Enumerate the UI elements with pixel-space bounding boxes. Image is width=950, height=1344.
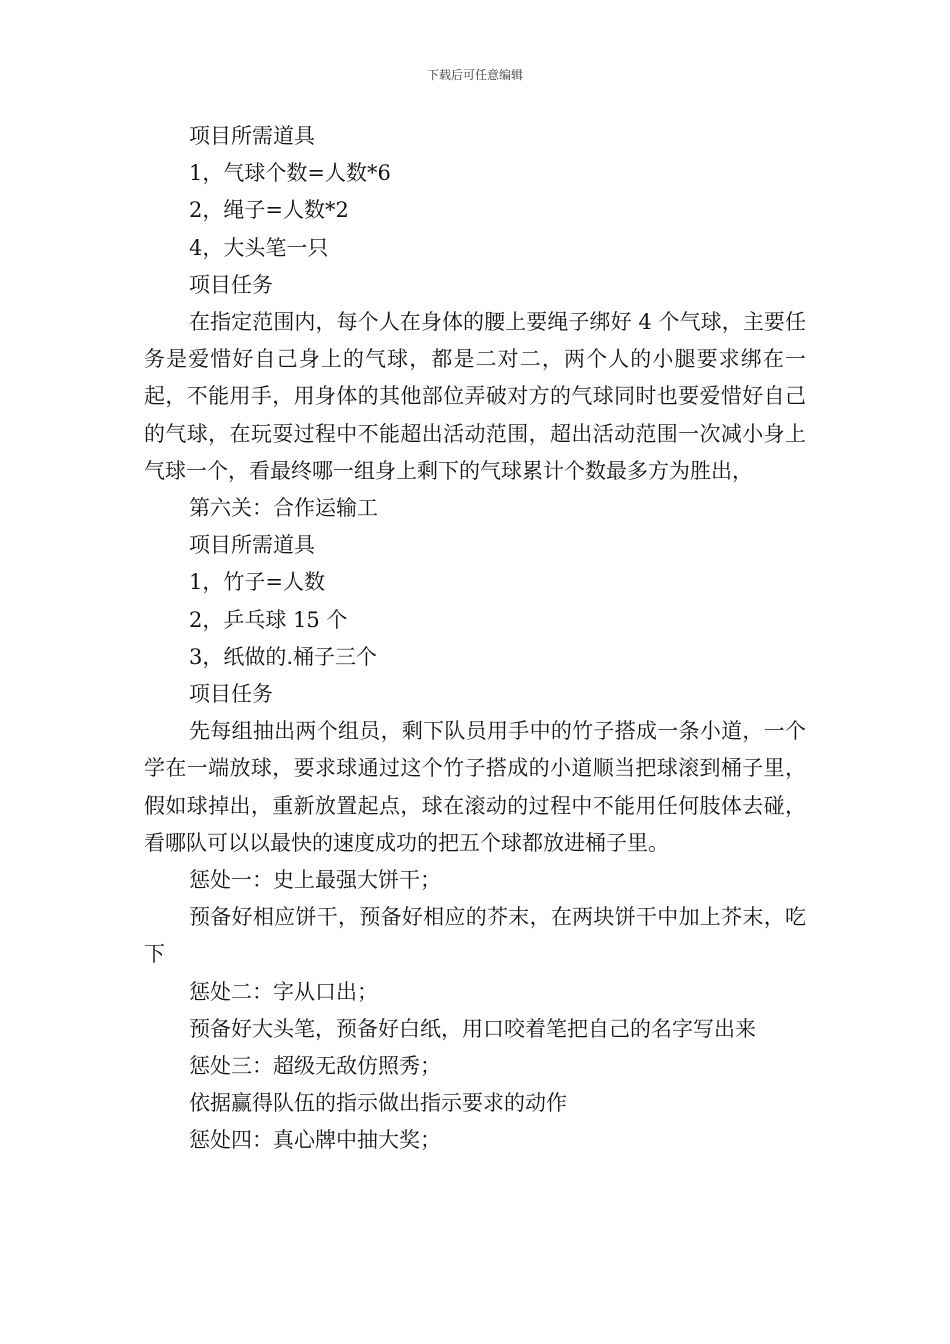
- stage-six-title: 第六关：合作运输工: [189, 496, 378, 521]
- prop-item-balloons: 1，气球个数=人数*6: [189, 161, 391, 186]
- heading-props-needed: 项目所需道具: [189, 124, 315, 148]
- prop-item-marker: 4，大头笔一只: [189, 235, 329, 260]
- task-description-balloon-game: 在指定范围内，每个人在身体的腰上要绳子绑好 4 个气球，主要任务是爱惜好自己身上的气球，都是二对二，两个人的小腿要求绑在一起，不能用手，用身体的其他部位弄破对方的气球同时也要爱惜好自己的气球，在玩耍过程中不能超出活动范围，超出活动范围一次减小身上气球一个，看最终哪一组身上剩下的气球累计个数最多方为胜出，: [144, 310, 806, 483]
- heading-task-2: 项目任务: [189, 682, 273, 707]
- prop-item-pingpong: 2，乒乓球 15 个: [189, 607, 348, 632]
- prop-item-bamboo: 1，竹子=人数: [189, 570, 325, 595]
- prop-item-ropes: 2，绳子=人数*2: [189, 198, 349, 223]
- penalty-two-description: 预备好大头笔，预备好白纸，用口咬着笔把自己的名字写出来: [189, 1016, 756, 1041]
- heading-props-needed-2: 项目所需道具: [189, 533, 315, 558]
- penalty-three-title: 惩处三：超级无敌仿照秀；: [189, 1054, 441, 1079]
- penalty-two-title: 惩处二：字从口出；: [189, 979, 378, 1004]
- prop-item-buckets: 3，纸做的.桶子三个: [189, 644, 378, 669]
- task-description-transport-game: 先每组抽出两个组员，剩下队员用手中的竹子搭成一条小道，一个学在一端放球，要求球通过这个竹子搭成的小道顺当把球滚到桶子里，假如球掉出，重新放置起点，球在滚动的过程中不能用任何肢体去碰，看哪队可以以最快的速度成功的把五个球都放进桶子里。: [144, 719, 806, 855]
- penalty-one-description: 预备好相应饼干，预备好相应的芥末，在两块饼干中加上芥末，吃下: [144, 905, 806, 967]
- header-note: 下载后可任意编辑: [426, 68, 523, 82]
- penalty-four-title: 惩处四：真心牌中抽大奖；: [189, 1128, 441, 1153]
- penalty-three-description: 依据赢得队伍的指示做出指示要求的动作: [189, 1091, 567, 1116]
- penalty-one-title: 惩处一：史上最强大饼干；: [189, 868, 441, 893]
- heading-task: 项目任务: [189, 272, 273, 297]
- document-body: [144, 118, 806, 1160]
